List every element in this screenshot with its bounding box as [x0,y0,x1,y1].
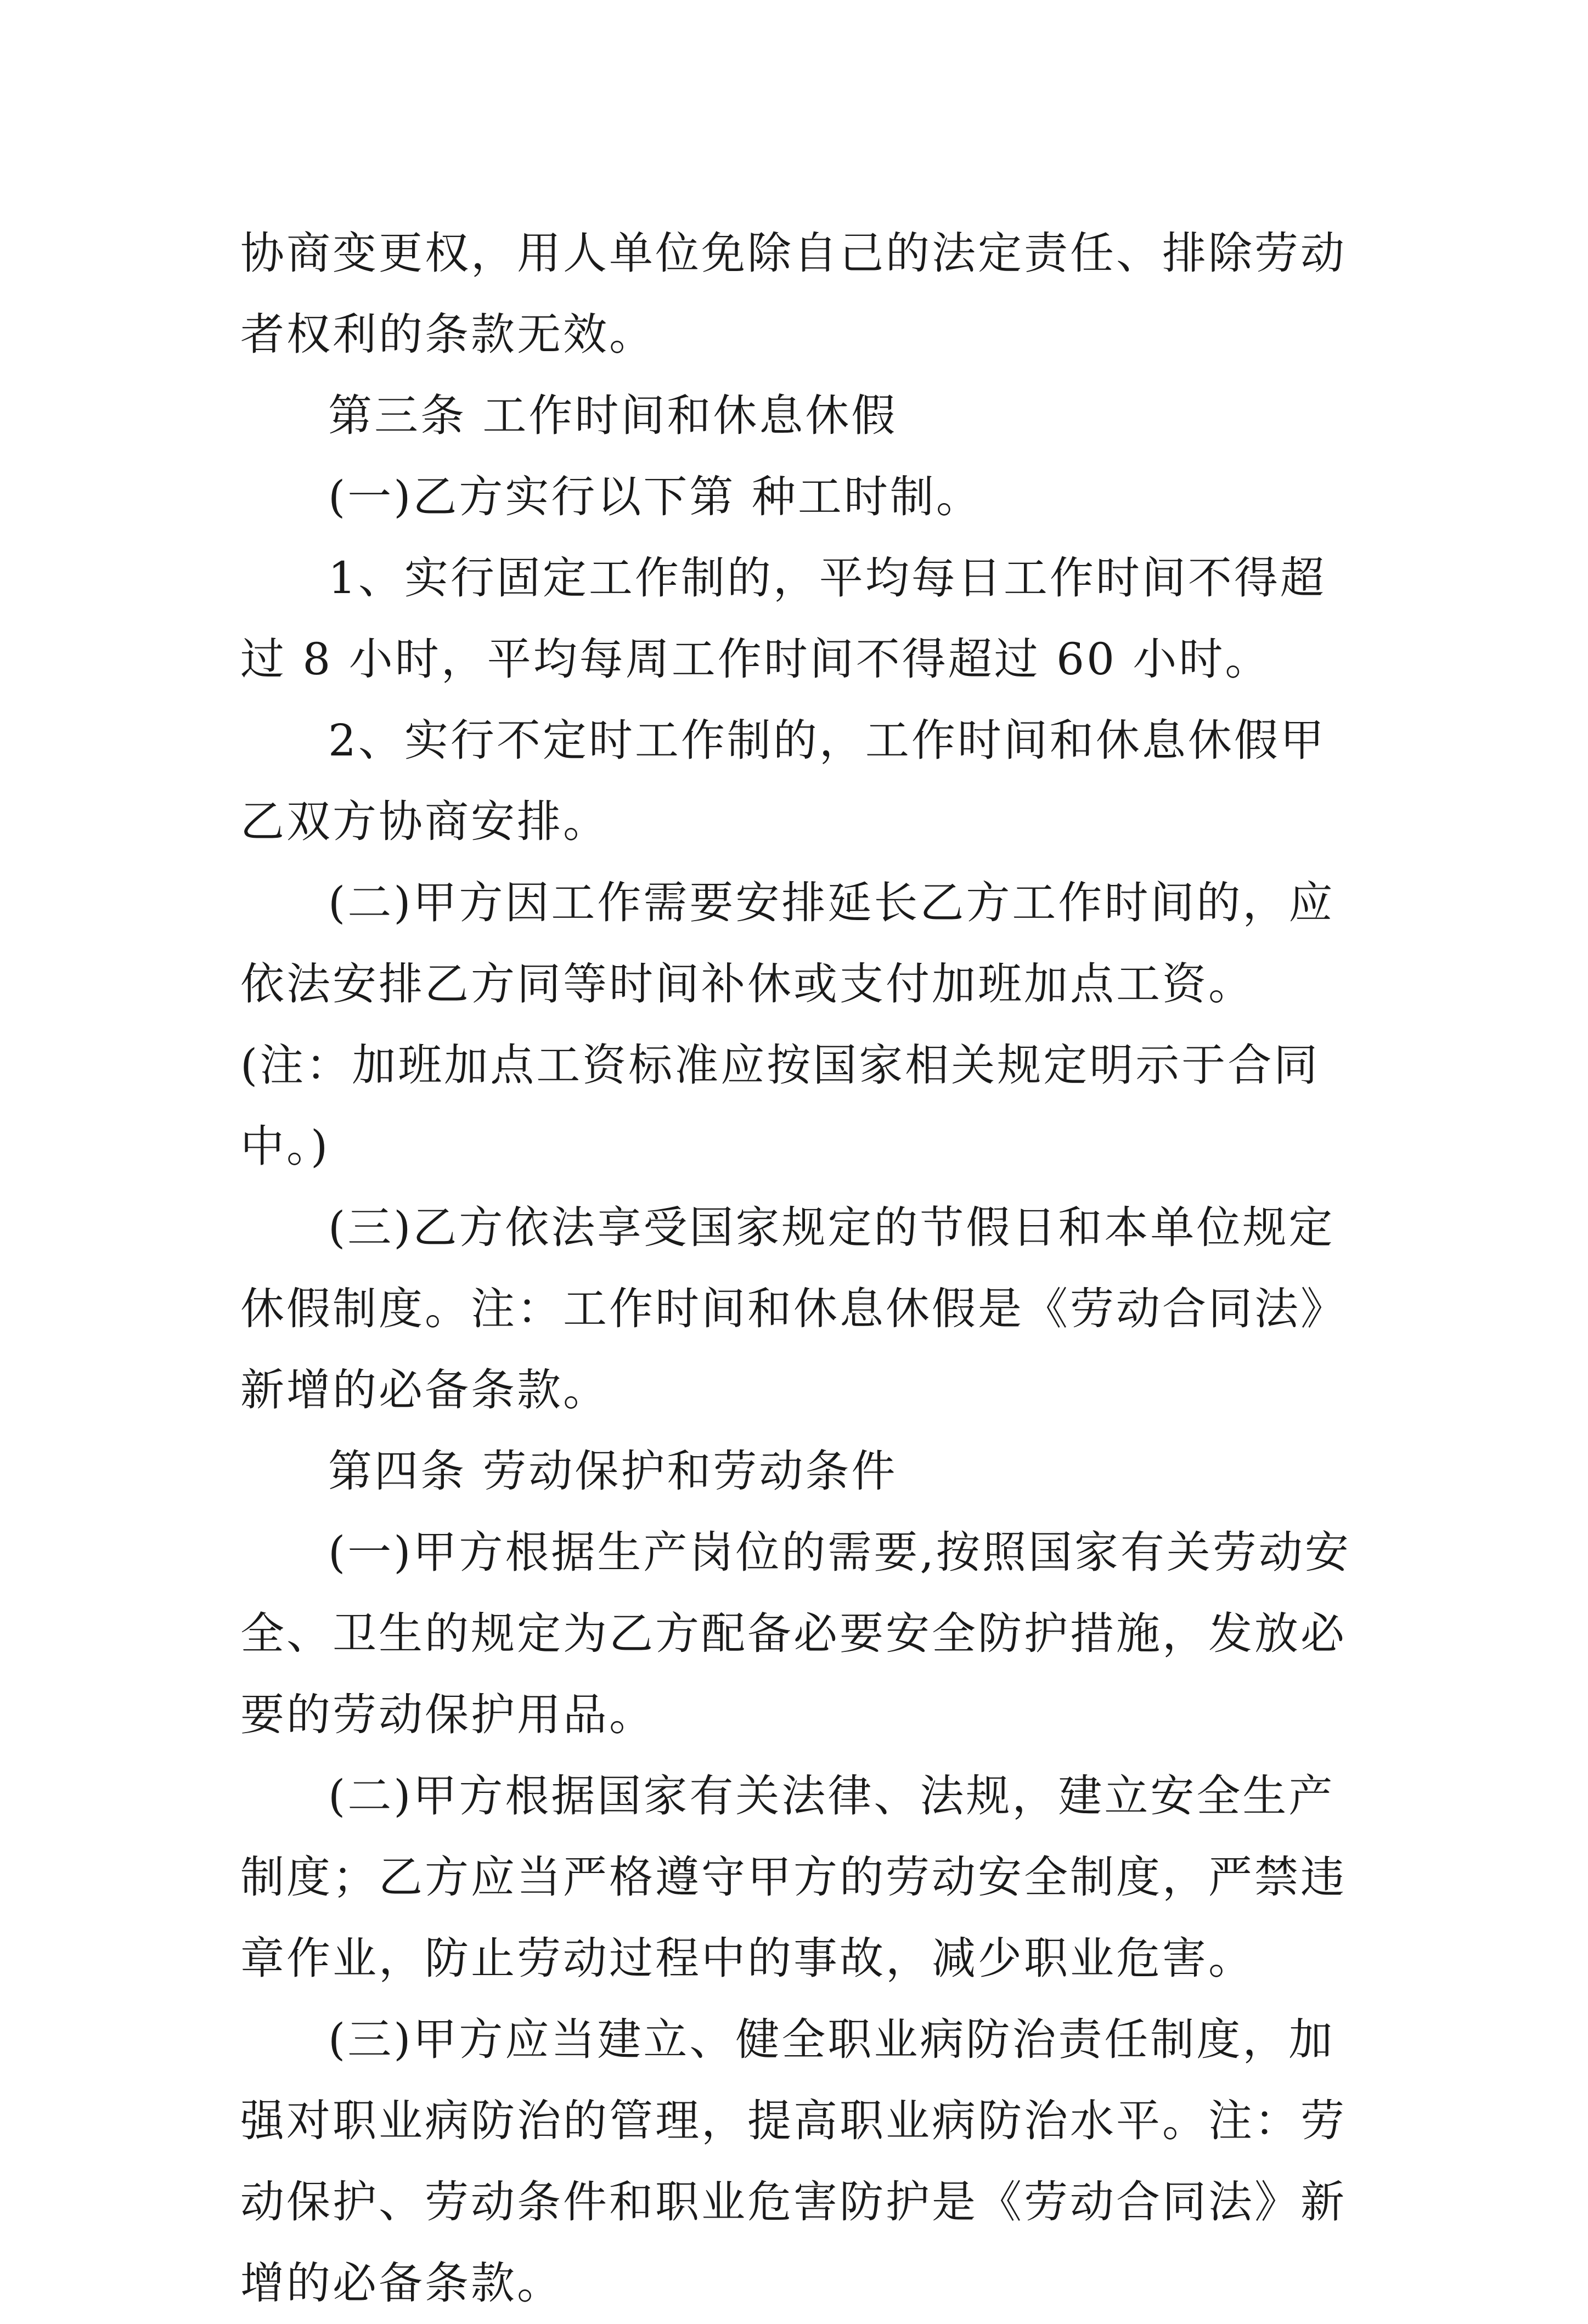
document-body [240,213,1354,2324]
paragraph: 协商变更权，用人单位免除自己的法定责任、排除劳动者权利的条款无效。 [240,228,1347,360]
paragraph: (一)乙方实行以下第 种工时制。 [328,471,982,522]
paragraph: (三)乙方依法享受国家规定的节假日和本单位规定休假制度。注：工作时间和休息休假是《劳动合同法》新增的必备条款。 [240,1202,1347,1415]
paragraph: (一)甲方根据生产岗位的需要,按照国家有关劳动安全、卫生的规定为乙方配备必要安全防护措施，发放必要的劳动保护用品。 [240,1527,1351,1740]
paragraph: (二)甲方因工作需要安排延长乙方工作时间的，应依法安排乙方同等时间补休或支付加班加点工资。(注：加班加点工资标准应按国家相关规定明示于合同中。) [240,877,1335,1172]
article-3-heading: 第三条 工作时间和休息休假 [328,390,898,441]
paragraph: (三)甲方应当建立、健全职业病防治责任制度，加强对职业病防治的管理，提高职业病防治水平。注：劳动保护、劳动条件和职业危害防护是《劳动合同法》新增的必备条款。 [240,2014,1347,2309]
paragraph: (二)甲方根据国家有关法律、法规，建立安全生产制度；乙方应当严格遵守甲方的劳动安全制度，严禁违章作业，防止劳动过程中的事故，减少职业危害。 [240,1770,1347,1984]
paragraph: 2、实行不定时工作制的，工作时间和休息休假甲乙双方协商安排。 [240,715,1326,847]
paragraph: 1、实行固定工作制的，平均每日工作时间不得超过 8 小时，平均每周工作时间不得超过 60 小时。 [240,552,1326,685]
article-4-heading: 第四条 劳动保护和劳动条件 [328,1446,898,1497]
